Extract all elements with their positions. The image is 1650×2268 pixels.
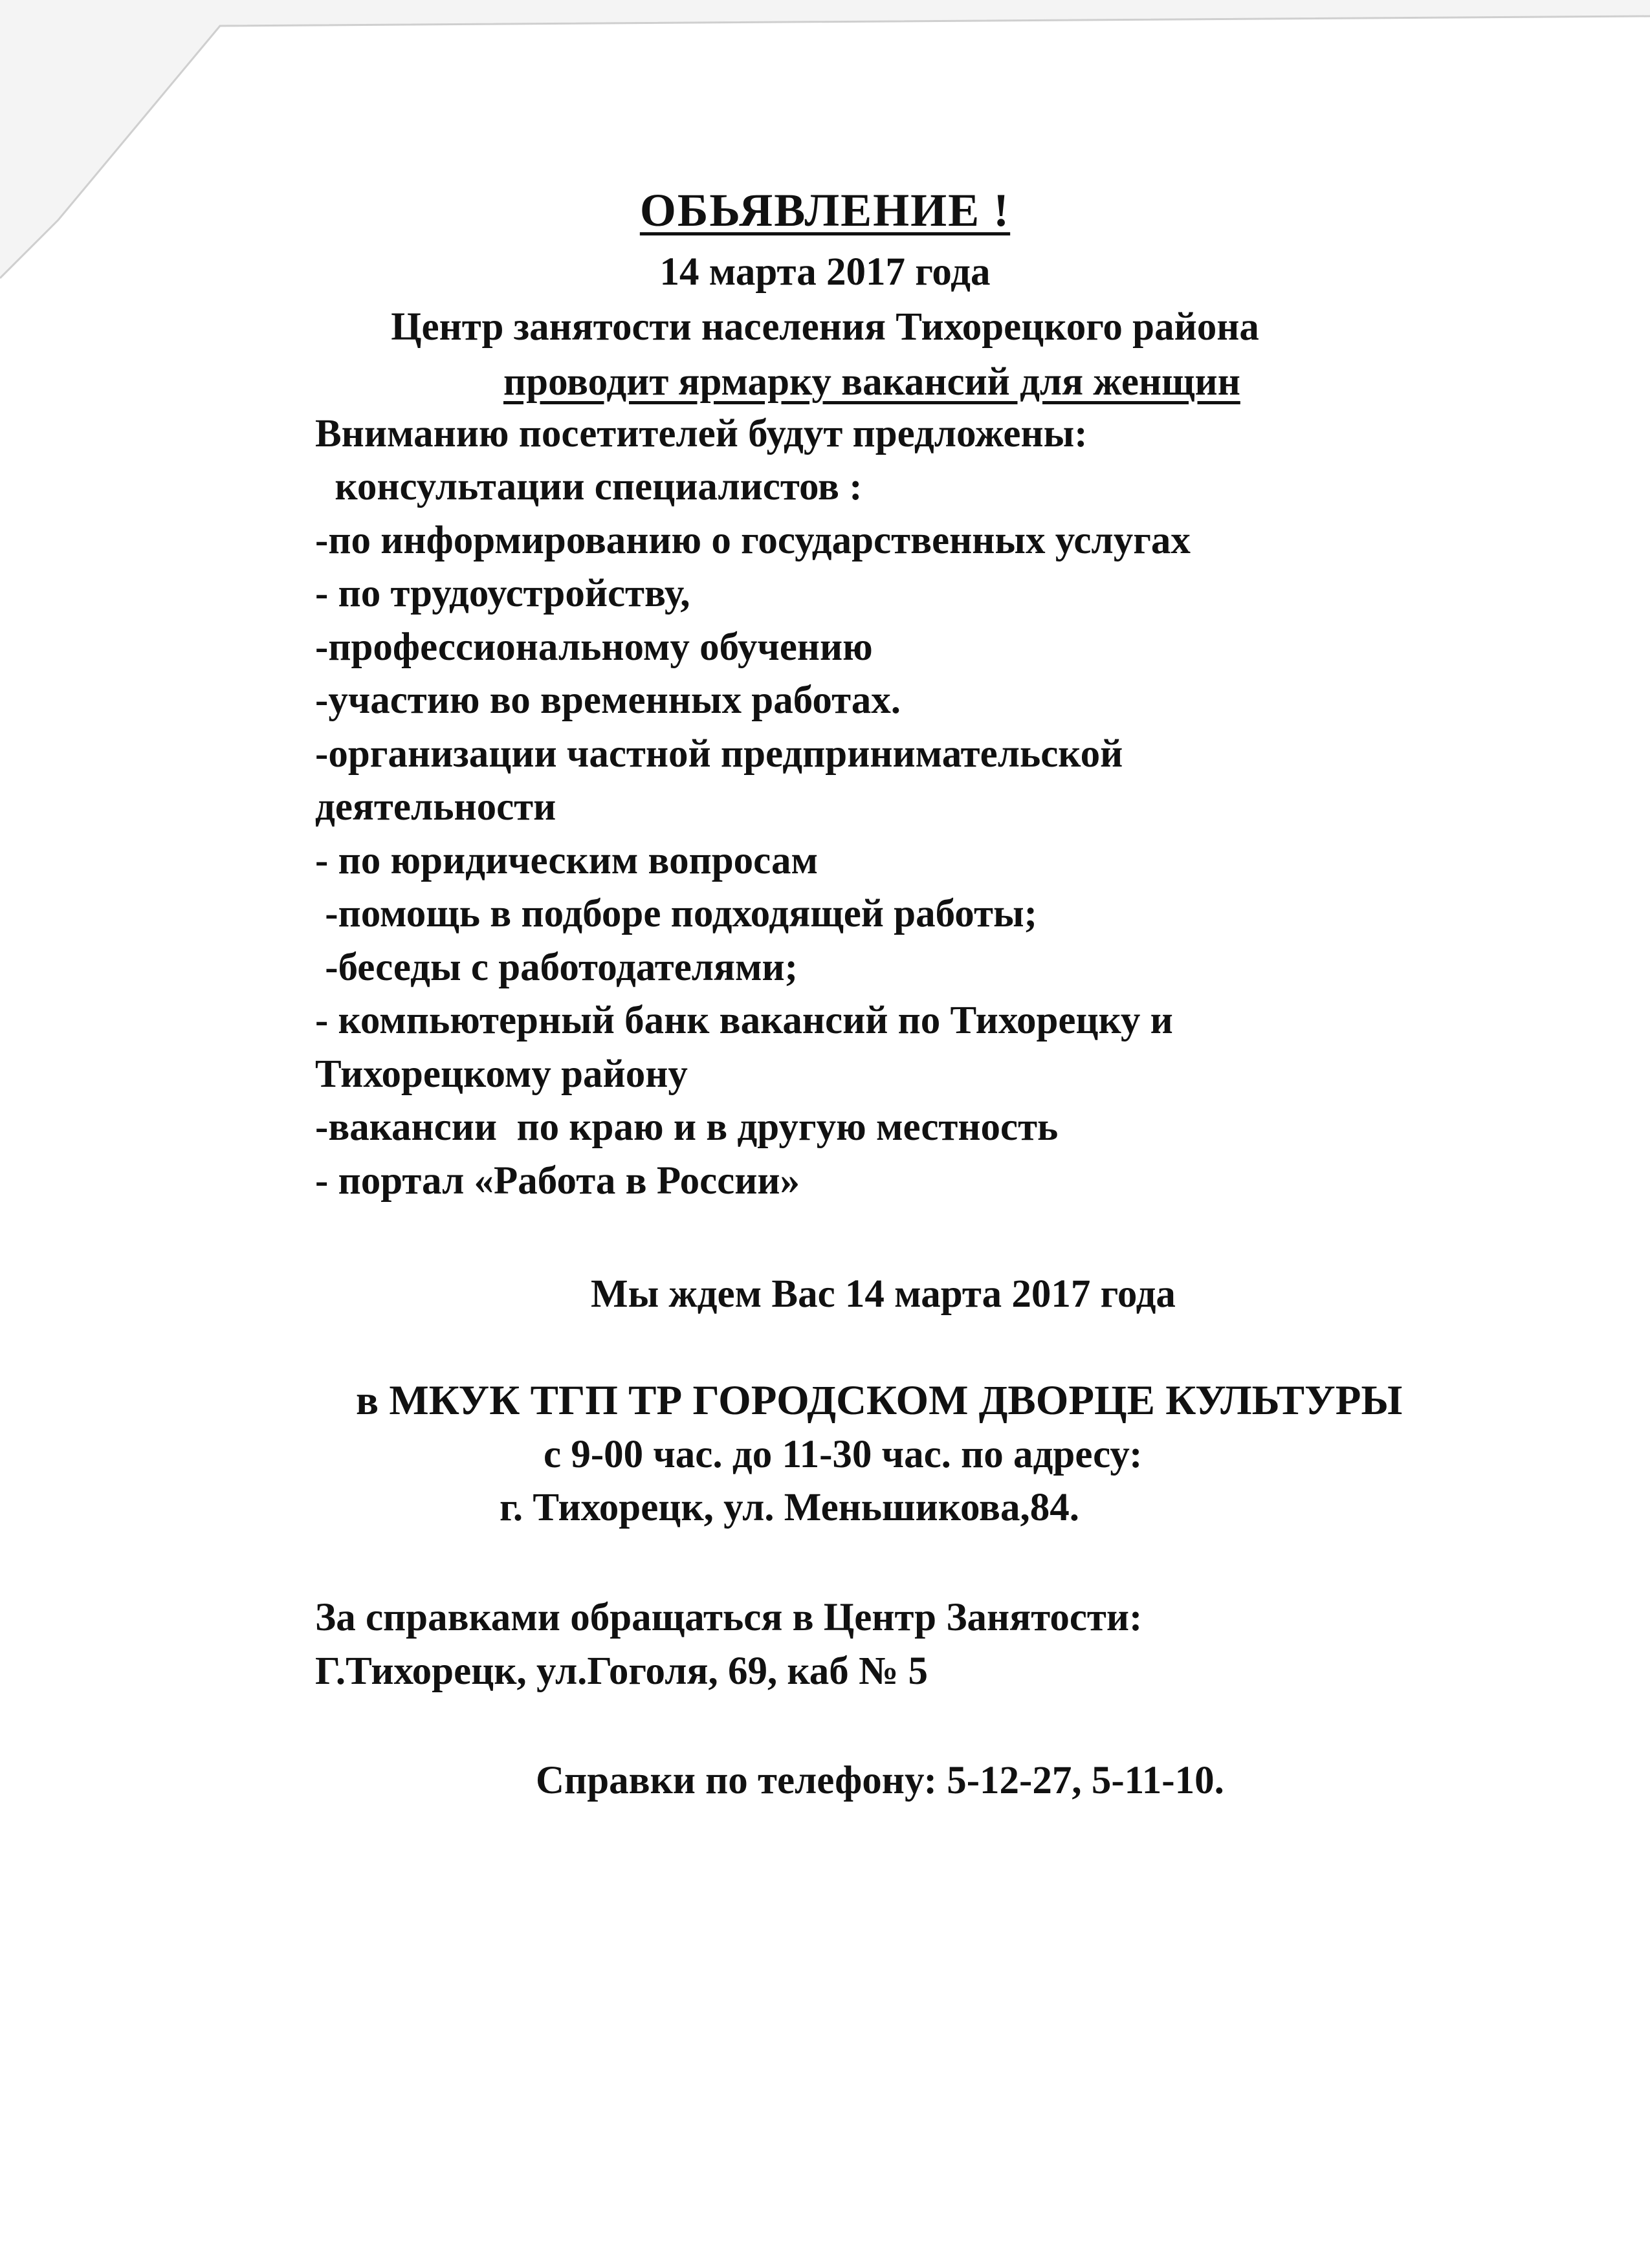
invitation-date: Мы ждем Вас 14 марта 2017 года [591, 1272, 1176, 1316]
venue-address: г. Тихорецк, ул. Меньшикова,84. [500, 1486, 1079, 1529]
offer-item: -профессиональному обучению [315, 626, 873, 669]
offer-item: -участию во временных работах. [315, 679, 901, 722]
offer-item: - компьютерный банк вакансий по Тихорецку и [315, 999, 1173, 1042]
offer-item: -организации частной предпринимательской [315, 732, 1123, 776]
offer-item: - портал «Работа в России» [315, 1159, 800, 1203]
contacts-phones: Справки по телефону: 5-12-27, 5-11-10. [536, 1759, 1224, 1802]
organization-name: Центр занятости населения Тихорецкого района [391, 305, 1259, 349]
offer-item: Тихорецкому району [315, 1052, 688, 1096]
offer-item: -беседы с работодателями; [315, 946, 798, 989]
offers-subtitle: консультации специалистов : [315, 465, 863, 508]
contacts-office-address: Г.Тихорецк, ул.Гоголя, 69, каб № 5 [315, 1650, 928, 1693]
offer-item: -по информированию о государственных услугах [315, 519, 1191, 562]
offer-item: - по юридическим вопросам [315, 839, 819, 882]
offer-item: деятельности [315, 785, 556, 829]
announcement-date: 14 марта 2017 года [659, 250, 991, 294]
offers-intro: Вниманию посетителей будут предложены: [315, 412, 1088, 455]
announcement-title: ОБЬЯВЛЕНИЕ ! [639, 184, 1011, 236]
offer-item: - по трудоустройству, [315, 572, 690, 615]
event-description: проводит ярмарку вакансий для женщин [503, 360, 1240, 404]
contacts-info: За справками обращаться в Центр Занятости: [315, 1596, 1143, 1639]
venue-name: в МКУК ТГП ТР ГОРОДСКОМ ДВОРЦЕ КУЛЬТУРЫ [356, 1377, 1403, 1424]
event-time: с 9-00 час. до 11-30 час. по адресу: [544, 1433, 1143, 1476]
offer-item: -помощь в подборе подходящей работы; [315, 892, 1037, 935]
offer-item: -вакансии по краю и в другую местность [315, 1106, 1059, 1149]
